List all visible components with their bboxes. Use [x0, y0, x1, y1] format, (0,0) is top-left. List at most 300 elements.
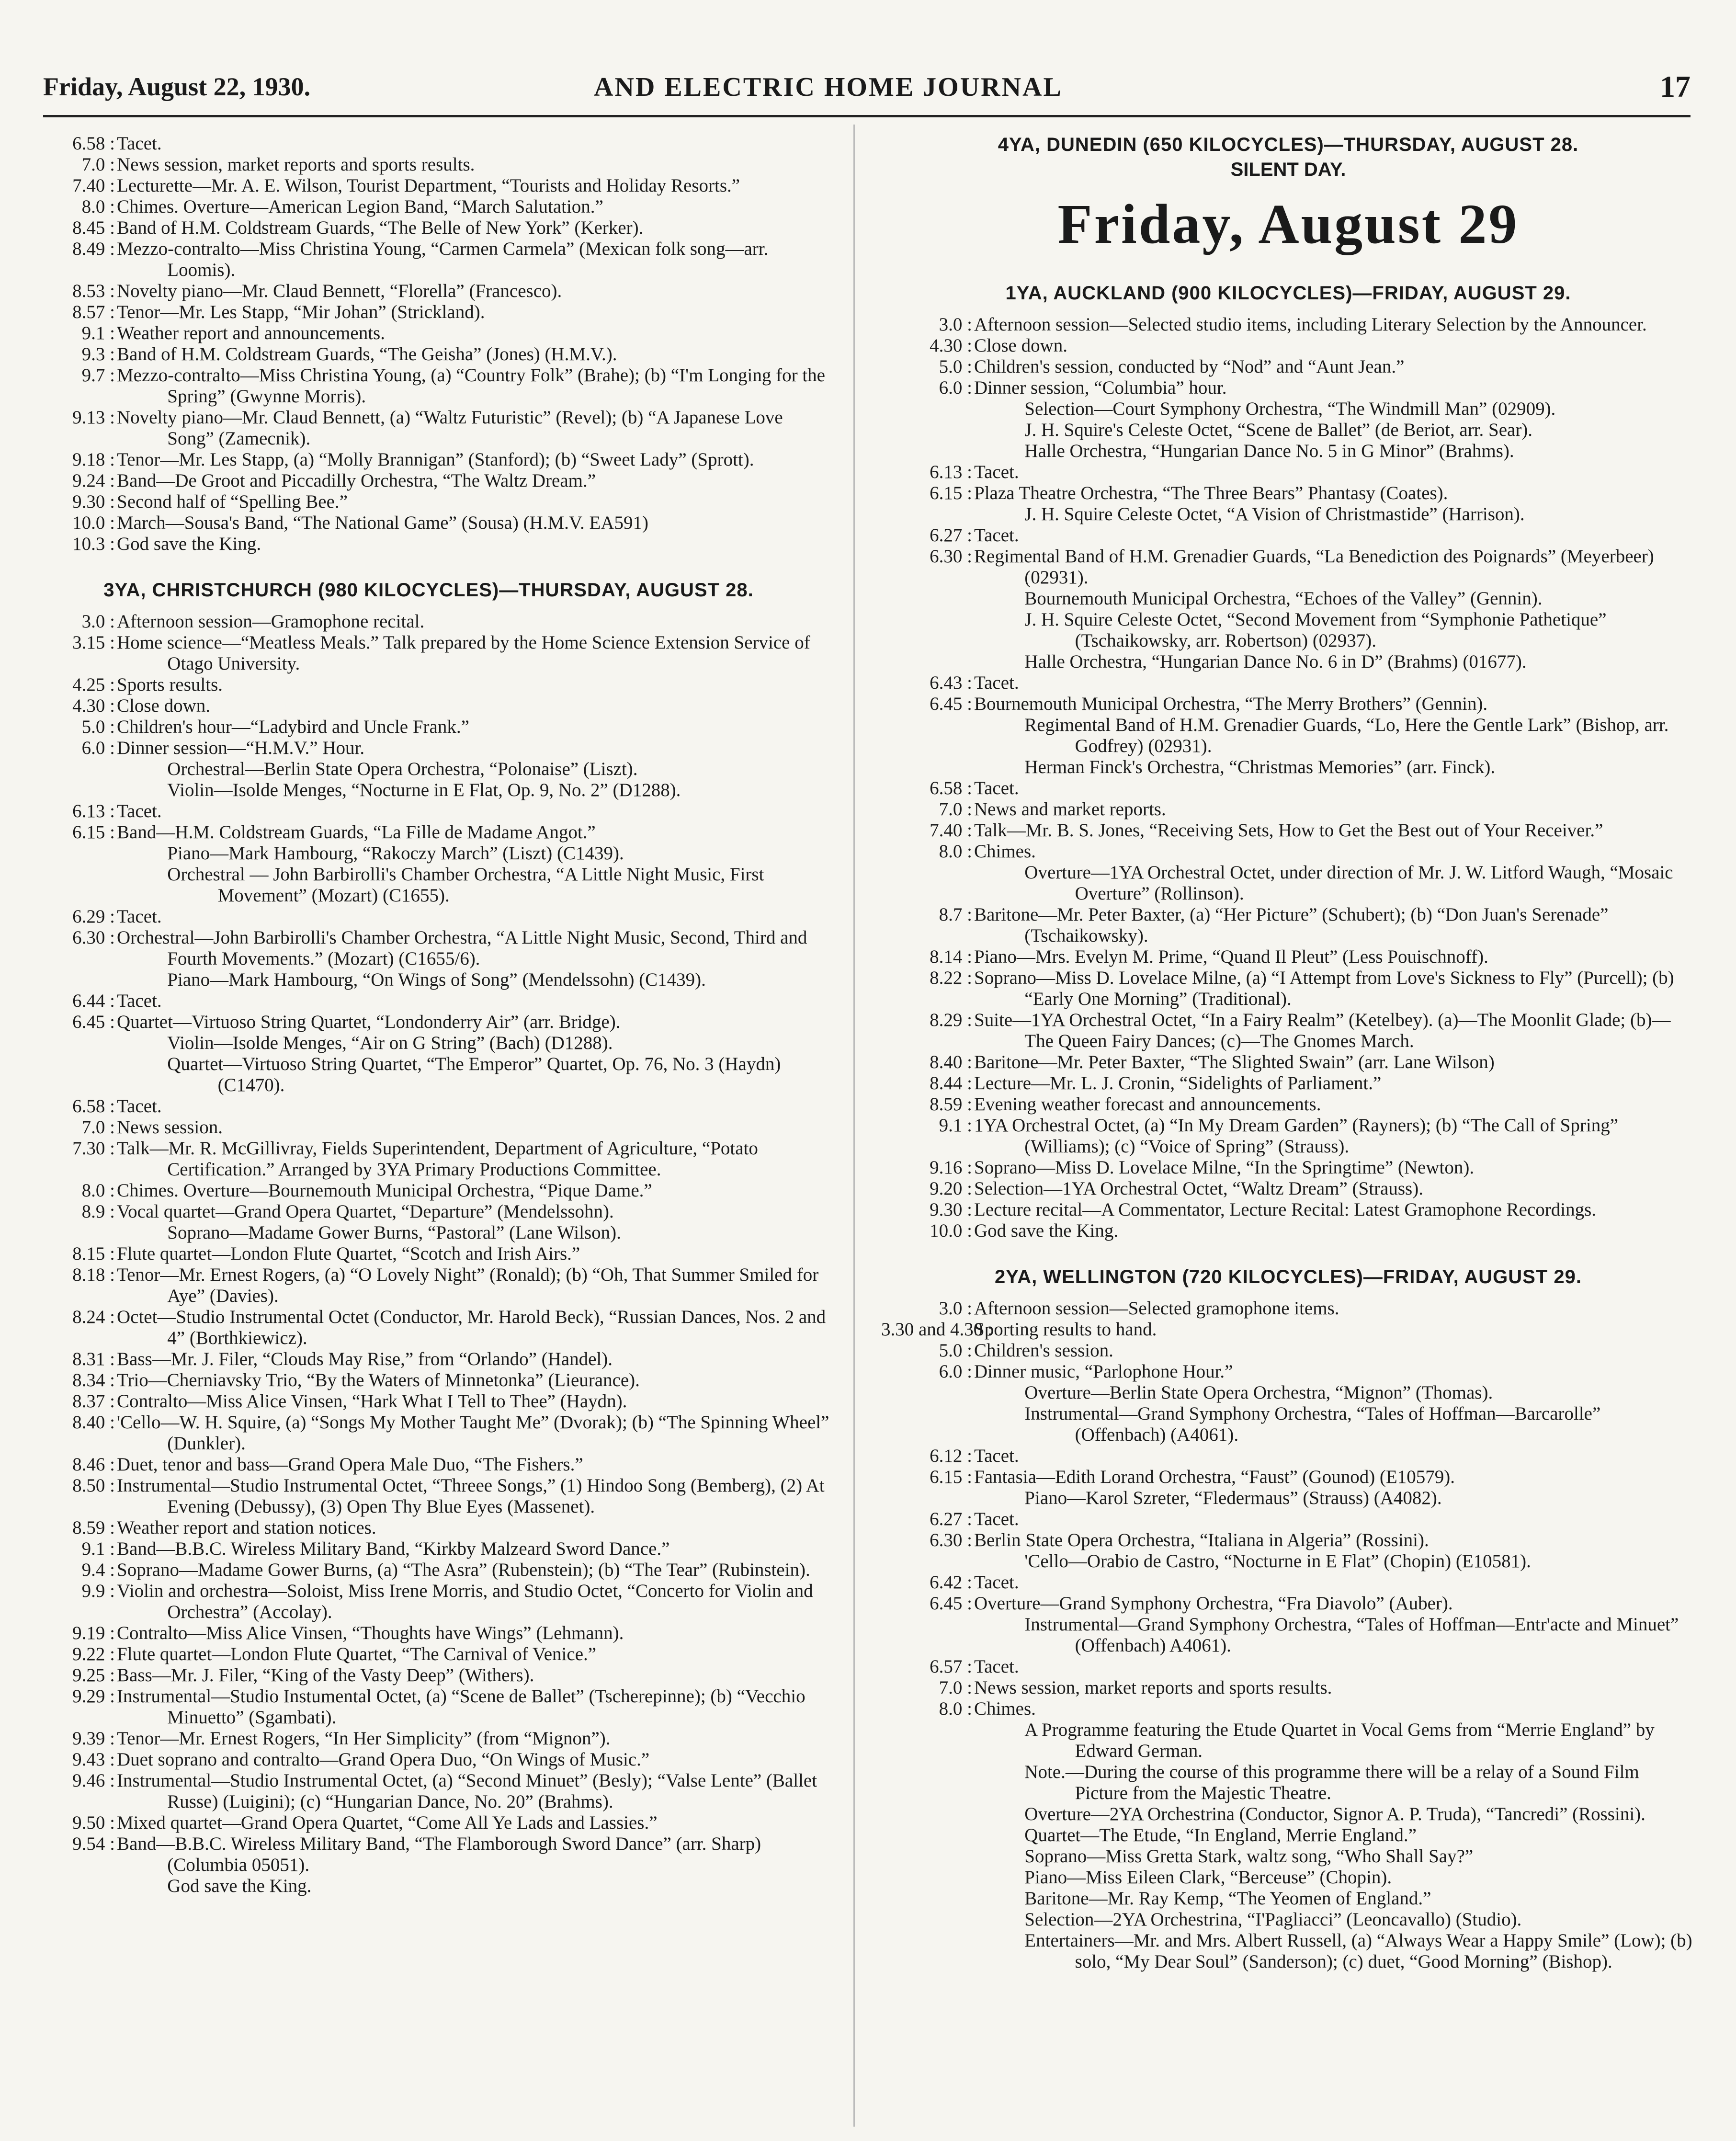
- entry-text: Tacet.: [974, 525, 1019, 546]
- schedule-entry: [881, 651, 1695, 672]
- schedule-entry: [24, 1454, 833, 1475]
- entry-text: Afternoon session—Gramophone recital.: [117, 611, 425, 632]
- entry-time: 6.12 :: [930, 1446, 972, 1466]
- entry-time: 6.15 :: [930, 1467, 972, 1487]
- entry-time: 9.19 :: [72, 1623, 115, 1643]
- entry-time: [24, 1033, 117, 1054]
- entry-time: 3.0 :: [81, 611, 115, 632]
- entry-text: Band of H.M. Coldstream Guards, “The Belle of New York” (Kerker).: [117, 217, 644, 238]
- schedule-entry: [881, 609, 1695, 651]
- entry-text: Band—B.B.C. Wireless Military Band, “Kirkby Malzeard Sword Dance.”: [117, 1538, 670, 1559]
- entry-text: Octet—Studio Instrumental Octet (Conductor, Mr. Harold Beck), “Russian Dances, Nos. 2 and 4” (Borthkiewicz).: [117, 1307, 826, 1348]
- entry-text: News session, market reports and sports results.: [117, 154, 475, 175]
- entry-time: 7.0 :: [939, 1677, 972, 1698]
- entry-text: Quartet—The Etude, “In England, Merrie England.”: [1024, 1825, 1417, 1845]
- entry-text: Tacet.: [974, 462, 1019, 482]
- schedule-entry: [881, 778, 1695, 799]
- entry-time: 8.18 :: [72, 1264, 115, 1285]
- entry-time: 3.30 and 4.30 :: [881, 1319, 993, 1340]
- entry-text: Talk—Mr. B. S. Jones, “Receiving Sets, How to Get the Best out of Your Receiver.”: [974, 820, 1603, 841]
- entry-text: Children's session, conducted by “Nod” and “Aunt Jean.”: [974, 356, 1405, 377]
- schedule-entry: [24, 991, 833, 1012]
- entry-time: [881, 1614, 974, 1656]
- entry-text: Mixed quartet—Grand Opera Quartet, “Come All Ye Lads and Lassies.”: [117, 1812, 658, 1833]
- schedule-entry: [881, 1115, 1695, 1157]
- entry-text: Overture—Grand Symphony Orchestra, “Fra Diavolo” (Auber).: [974, 1593, 1453, 1614]
- schedule-entry: [881, 1157, 1695, 1178]
- entry-time: 6.30 :: [930, 546, 972, 567]
- entry-text: Chimes. Overture—Bournemouth Municipal Orchestra, “Pique Dame.”: [117, 1180, 652, 1201]
- section-subtitle: SILENT DAY.: [1230, 159, 1346, 180]
- entry-time: [881, 1720, 974, 1762]
- entry-text: News session.: [117, 1117, 223, 1138]
- entry-text: Piano—Mark Hambourg, “Rakoczy March” (Liszt) (C1439).: [167, 843, 624, 864]
- entry-text: Talk—Mr. R. McGillivray, Fields Superintendent, Department of Agriculture, “Potato Certification.” Arranged by 3YA Primary Productions Committee.: [117, 1138, 758, 1180]
- schedule-entry: [881, 1509, 1695, 1530]
- entry-time: 8.53 :: [72, 281, 115, 301]
- schedule-entry: [24, 1096, 833, 1117]
- schedule-entry: [881, 1551, 1695, 1572]
- entry-time: 10.0 :: [930, 1220, 972, 1241]
- entry-text: Orchestral—John Barbirolli's Chamber Orchestra, “A Little Night Music, Second, Third and Fourth Movements.” (Mozart) (C1655/6).: [117, 927, 807, 969]
- entry-time: 9.3 :: [81, 344, 115, 364]
- schedule-entry: [881, 314, 1695, 335]
- entry-time: 9.25 :: [72, 1665, 115, 1685]
- entry-time: 6.15 :: [72, 822, 115, 843]
- header-title: AND ELECTRIC HOME JOURNAL: [594, 72, 1063, 102]
- schedule-entry: [881, 1698, 1695, 1720]
- schedule-entry: [24, 1749, 833, 1770]
- schedule-entry: [24, 611, 833, 632]
- entry-text: Second half of “Spelling Bee.”: [117, 491, 348, 512]
- schedule-entry: [24, 843, 833, 864]
- schedule-entry: [24, 864, 833, 906]
- entry-text: Duet soprano and contralto—Grand Opera Duo, “On Wings of Music.”: [117, 1749, 650, 1770]
- entry-text: J. H. Squire Celeste Octet, “A Vision of Christmastide” (Harrison).: [1024, 504, 1525, 524]
- section-4ya-dunedin: [881, 133, 1695, 181]
- entry-time: 9.46 :: [72, 1770, 115, 1791]
- entry-text: Sports results.: [117, 674, 223, 695]
- schedule-entry: [24, 906, 833, 927]
- entry-time: 8.34 :: [72, 1370, 115, 1390]
- schedule-entry: [881, 1446, 1695, 1467]
- schedule-entry: [24, 1581, 833, 1623]
- schedule-entry: [881, 1677, 1695, 1698]
- schedule-entry: [881, 1340, 1695, 1361]
- schedule-entry: [881, 968, 1695, 1010]
- entry-time: 6.0 :: [939, 377, 972, 398]
- entry-text: Weather report and announcements.: [117, 323, 385, 343]
- column-divider: [853, 125, 855, 2127]
- entry-time: 8.15 :: [72, 1243, 115, 1264]
- entry-text: Bournemouth Municipal Orchestra, “Echoes of the Valley” (Gennin).: [1024, 588, 1543, 609]
- schedule-entry: [24, 196, 833, 217]
- entry-text: God save the King.: [974, 1220, 1119, 1241]
- entry-text: Contralto—Miss Alice Vinsen, “Hark What I Tell to Thee” (Haydn).: [117, 1391, 627, 1412]
- entry-time: 9.13 :: [72, 407, 115, 428]
- schedule-entry: [881, 694, 1695, 715]
- entry-text: News session, market reports and sports results.: [974, 1677, 1332, 1698]
- schedule-entry: [881, 420, 1695, 441]
- entry-text: Dinner music, “Parlophone Hour.”: [974, 1361, 1233, 1382]
- page-header: [43, 69, 1691, 117]
- entry-time: [881, 1382, 974, 1403]
- schedule-entry: [24, 1728, 833, 1749]
- entry-time: [881, 1488, 974, 1509]
- day-heading: Friday, August 29: [1057, 193, 1519, 255]
- entry-text: Tacet.: [974, 672, 1019, 693]
- entry-text: J. H. Squire's Celeste Octet, “Scene de Ballet” (de Beriot, arr. Sear).: [1024, 420, 1533, 440]
- entry-text: Regimental Band of H.M. Grenadier Guards, “La Benediction des Poignards” (Meyerbeer) (02931).: [974, 546, 1654, 588]
- entry-text: Dinner session, “Columbia” hour.: [974, 377, 1227, 398]
- entry-time: [881, 504, 974, 525]
- entry-text: Contralto—Miss Alice Vinsen, “Thoughts have Wings” (Lehmann).: [117, 1623, 624, 1643]
- entry-text: Soprano—Madame Gower Burns, (a) “The Asra” (Rubenstein); (b) “The Tear” (Rubinstein).: [117, 1560, 810, 1580]
- schedule-entry: [24, 1138, 833, 1180]
- schedule-entry: [24, 822, 833, 843]
- entry-time: [881, 399, 974, 420]
- right-column: [881, 133, 1695, 2122]
- schedule-entry: [24, 1201, 833, 1222]
- schedule-entry: [24, 344, 833, 365]
- entry-text: Quartet—Virtuoso String Quartet, “Londonderry Air” (arr. Bridge).: [117, 1012, 621, 1032]
- entry-time: [881, 715, 974, 757]
- schedule-entry: [24, 780, 833, 801]
- section-title: 3YA, CHRISTCHURCH (980 KILOCYCLES)—THURSDAY, AUGUST 28.: [103, 580, 754, 601]
- entry-time: [881, 420, 974, 441]
- entry-time: 9.29 :: [72, 1686, 115, 1707]
- entry-text: Piano—Miss Eileen Clark, “Berceuse” (Chopin).: [1024, 1867, 1392, 1888]
- entry-text: 1YA Orchestral Octet, (a) “In My Dream Garden” (Rayners); (b) “The Call of Spring” (Williams); (c) “Voice of Spring” (Strauss).: [974, 1115, 1619, 1157]
- entry-time: 3.0 :: [939, 314, 972, 335]
- schedule-entry: [881, 504, 1695, 525]
- entry-time: 9.16 :: [930, 1157, 972, 1178]
- entry-text: Quartet—Virtuoso String Quartet, “The Emperor” Quartet, Op. 76, No. 3 (Haydn) (C1470).: [167, 1054, 781, 1095]
- entry-time: 8.0 :: [81, 1180, 115, 1201]
- schedule-entry: [881, 1488, 1695, 1509]
- entry-time: 7.30 :: [72, 1138, 115, 1159]
- schedule-entry: [24, 154, 833, 175]
- entry-text: J. H. Squire Celeste Octet, “Second Movement from “Symphonie Pathetique” (Tschaikowsky, arr. Robertson) (02937).: [1024, 609, 1607, 651]
- schedule-entry: [24, 1117, 833, 1138]
- entry-time: [24, 969, 117, 991]
- schedule-entry: [881, 441, 1695, 462]
- entry-time: [881, 1909, 974, 1930]
- schedule-entry: [24, 1834, 833, 1876]
- entry-text: Halle Orchestra, “Hungarian Dance No. 5 in G Minor” (Brahms).: [1024, 441, 1514, 461]
- entry-time: 8.45 :: [72, 217, 115, 238]
- entry-time: [881, 1403, 974, 1446]
- entry-time: 4.25 :: [72, 674, 115, 695]
- header-date: Friday, August 22, 1930.: [43, 72, 311, 101]
- schedule-entry: [24, 927, 833, 969]
- entry-time: 6.0 :: [939, 1361, 972, 1382]
- entry-time: 8.46 :: [72, 1454, 115, 1475]
- schedule-entry: [881, 1052, 1695, 1073]
- entry-text: Baritone—Mr. Peter Baxter, (a) “Her Picture” (Schubert); (b) “Don Juan's Serenade” (Tschaikowsky).: [974, 904, 1609, 946]
- entry-text: Bournemouth Municipal Orchestra, “The Merry Brothers” (Gennin).: [974, 694, 1488, 714]
- entry-text: Regimental Band of H.M. Grenadier Guards, “Lo, Here the Gentle Lark” (Bishop, arr. Godfrey) (02931).: [1024, 715, 1669, 756]
- section-title: 2YA, WELLINGTON (720 KILOCYCLES)—FRIDAY, AUGUST 29.: [994, 1266, 1582, 1287]
- schedule-entry: [24, 1538, 833, 1560]
- schedule-entry: [881, 1220, 1695, 1241]
- schedule-entry: [24, 491, 833, 512]
- schedule-entry: [24, 1054, 833, 1096]
- schedule-entry: [24, 1560, 833, 1581]
- schedule-entry: [881, 715, 1695, 757]
- entry-time: 8.57 :: [72, 302, 115, 322]
- entry-time: 9.30 :: [72, 491, 115, 512]
- entry-time: [24, 780, 117, 801]
- schedule-entry: [24, 1623, 833, 1644]
- entry-time: 3.15 :: [72, 632, 115, 653]
- schedule-entry: [881, 1614, 1695, 1656]
- schedule-entry: [24, 365, 833, 407]
- entry-time: 9.9 :: [81, 1581, 115, 1601]
- entry-time: [881, 1762, 974, 1804]
- entry-time: 8.59 :: [930, 1094, 972, 1115]
- entry-text: Baritone—Mr. Ray Kemp, “The Yeomen of England.”: [1024, 1888, 1431, 1909]
- entry-time: 6.45 :: [72, 1012, 115, 1032]
- schedule-entry: [24, 470, 833, 491]
- schedule-section: [881, 1265, 1695, 1972]
- schedule-entry: [881, 1199, 1695, 1220]
- schedule-entry: [24, 239, 833, 281]
- schedule-section: [24, 579, 833, 1897]
- entry-time: 8.50 :: [72, 1475, 115, 1496]
- entry-time: [881, 862, 974, 904]
- entry-text: Tenor—Mr. Ernest Rogers, (a) “O Lovely Night” (Ronald); (b) “Oh, That Summer Smiled for Aye” (Davies).: [117, 1264, 819, 1306]
- schedule-entry: [881, 946, 1695, 968]
- entry-time: 5.0 :: [939, 356, 972, 377]
- entry-time: 6.13 :: [72, 801, 115, 821]
- schedule-entry: [881, 1909, 1695, 1930]
- schedule-entry: [24, 407, 833, 449]
- schedule-entry: [24, 1665, 833, 1686]
- schedule-entry: [24, 1180, 833, 1201]
- entry-time: 9.43 :: [72, 1749, 115, 1770]
- schedule-entry: [24, 281, 833, 302]
- schedule-entry: [24, 534, 833, 555]
- entry-text: Tenor—Mr. Les Stapp, (a) “Molly Brannigan” (Stanford); (b) “Sweet Lady” (Sprott).: [117, 449, 754, 470]
- entry-text: Tacet.: [117, 801, 162, 821]
- right-sections: [881, 282, 1695, 1972]
- entry-text: Orchestral—Berlin State Opera Orchestra, “Polonaise” (Liszt).: [167, 759, 638, 779]
- entry-time: 6.57 :: [930, 1656, 972, 1677]
- entry-text: Tacet.: [117, 991, 162, 1011]
- entry-time: 9.1 :: [81, 1538, 115, 1559]
- entry-time: 6.29 :: [72, 906, 115, 927]
- entry-text: Lecture—Mr. L. J. Cronin, “Sidelights of Parliament.”: [974, 1073, 1382, 1093]
- entry-text: Instrumental—Studio Instrumental Octet, (a) “Second Minuet” (Besly); “Valse Lente” (Ballet Russe) (Luigini); (c) “Hungarian Dance, No. 20” (Brahms).: [117, 1770, 817, 1812]
- entry-time: 10.0 :: [72, 512, 115, 533]
- entry-text: Flute quartet—London Flute Quartet, “The Carnival of Venice.”: [117, 1644, 597, 1664]
- entry-text: Novelty piano—Mr. Claud Bennett, “Florella” (Francesco).: [117, 281, 562, 301]
- entry-time: 9.1 :: [939, 1115, 972, 1136]
- schedule-entry: [24, 1517, 833, 1538]
- schedule-entry: [881, 904, 1695, 946]
- entry-time: 6.43 :: [930, 672, 972, 693]
- entry-time: 9.1 :: [81, 323, 115, 343]
- entry-text: News and market reports.: [974, 799, 1166, 820]
- schedule-entry: [24, 175, 833, 196]
- entry-text: Weather report and station notices.: [117, 1517, 376, 1538]
- entry-time: 6.13 :: [930, 462, 972, 482]
- entry-text: Tacet.: [117, 1096, 162, 1116]
- entry-time: [24, 1876, 117, 1897]
- entry-text: Piano—Mark Hambourg, “On Wings of Song” (Mendelssohn) (C1439).: [167, 969, 706, 990]
- entry-time: 4.30 :: [930, 335, 972, 356]
- entry-text: Entertainers—Mr. and Mrs. Albert Russell, (a) “Always Wear a Happy Smile” (Low); (b) solo, “My Dear Soul” (Sanderson); (c) duet, “Good Morning” (Bishop).: [1024, 1930, 1692, 1972]
- entry-time: 8.29 :: [930, 1010, 972, 1030]
- entry-time: [881, 609, 974, 651]
- schedule-entry: [881, 862, 1695, 904]
- schedule-entry: [881, 1467, 1695, 1488]
- entry-text: Mezzo-contralto—Miss Christina Young, (a) “Country Folk” (Brahe); (b) “I'm Longing for the Spring” (Gwynne Morris).: [117, 365, 825, 407]
- schedule-entry: [881, 1762, 1695, 1804]
- entry-time: 7.40 :: [72, 175, 115, 196]
- entry-time: 6.58 :: [72, 133, 115, 154]
- entry-text: Instrumental—Studio Instrumental Octet, “Threee Songs,” (1) Hindoo Song (Bemberg), (2) At Evening (Debussy), (3) Open Thy Blue Eyes (Massenet).: [117, 1475, 825, 1517]
- schedule-entry: [24, 1349, 833, 1370]
- entry-text: Chimes.: [974, 841, 1036, 862]
- entry-text: Soprano—Miss Gretta Stark, waltz song, “Who Shall Say?”: [1024, 1846, 1474, 1867]
- entry-time: 6.0 :: [81, 738, 115, 758]
- entry-time: 8.49 :: [72, 239, 115, 259]
- entry-text: Violin—Isolde Menges, “Air on G String” (Bach) (D1288).: [167, 1033, 613, 1053]
- entry-text: Piano—Karol Szreter, “Fledermaus” (Strauss) (A4082).: [1024, 1488, 1442, 1508]
- entry-text: Flute quartet—London Flute Quartet, “Scotch and Irish Airs.”: [117, 1243, 580, 1264]
- entry-text: Children's session.: [974, 1340, 1113, 1361]
- entry-text: Tacet.: [974, 1656, 1019, 1677]
- schedule-section: [24, 133, 833, 555]
- entry-text: Afternoon session—Selected studio items, including Literary Selection by the Announcer.: [974, 314, 1647, 335]
- entry-time: 5.0 :: [81, 717, 115, 737]
- schedule-entry: [881, 377, 1695, 399]
- entry-time: 7.0 :: [81, 154, 115, 175]
- entry-time: [881, 757, 974, 778]
- left-column: [24, 133, 833, 2122]
- entry-text: Overture—Berlin State Opera Orchestra, “Mignon” (Thomas).: [1024, 1382, 1493, 1403]
- schedule-entry: [24, 1012, 833, 1033]
- entry-time: 8.40 :: [72, 1412, 115, 1433]
- entry-time: 8.44 :: [930, 1073, 972, 1093]
- entry-text: Note.—During the course of this programme there will be a relay of a Sound Film Picture from the Majestic Theatre.: [1024, 1762, 1639, 1803]
- schedule-entry: [881, 483, 1695, 504]
- schedule-entry: [24, 1812, 833, 1834]
- schedule-entry: [881, 1867, 1695, 1888]
- schedule-entry: [24, 512, 833, 534]
- schedule-entry: [881, 1382, 1695, 1403]
- entry-time: [24, 843, 117, 864]
- entry-time: 7.40 :: [930, 820, 972, 841]
- schedule-entry: [881, 799, 1695, 820]
- schedule-entry: [24, 1686, 833, 1728]
- entry-text: Tacet.: [117, 133, 162, 154]
- entry-text: Berlin State Opera Orchestra, “Italiana in Algeria” (Rossini).: [974, 1530, 1429, 1550]
- schedule-section: [881, 282, 1695, 1241]
- schedule-entry: [881, 1888, 1695, 1909]
- entry-time: 8.24 :: [72, 1307, 115, 1327]
- entry-time: [24, 759, 117, 780]
- entry-text: Overture—1YA Orchestral Octet, under direction of Mr. J. W. Litford Waugh, “Mosaic Overture” (Rollinson).: [1024, 862, 1673, 904]
- entry-text: Selection—2YA Orchestrina, “I'Pagliacci” (Leoncavallo) (Studio).: [1024, 1909, 1522, 1930]
- entry-text: Sporting results to hand.: [974, 1319, 1157, 1340]
- entry-text: Band of H.M. Coldstream Guards, “The Geisha” (Jones) (H.M.V.).: [117, 344, 617, 364]
- schedule-entry: [24, 717, 833, 738]
- entry-text: Tacet.: [974, 778, 1019, 798]
- page-number: 17: [1660, 69, 1691, 103]
- schedule-entry: [24, 695, 833, 717]
- schedule-entry: [24, 323, 833, 344]
- schedule-entry: [881, 1656, 1695, 1677]
- entry-time: 4.30 :: [72, 695, 115, 716]
- schedule-entry: [24, 1243, 833, 1264]
- schedule-entry: [881, 1930, 1695, 1972]
- schedule-entry: [881, 672, 1695, 694]
- entry-time: 8.14 :: [930, 946, 972, 967]
- schedule-entry: [24, 133, 833, 154]
- entry-time: 8.22 :: [930, 968, 972, 988]
- entry-text: Tenor—Mr. Les Stapp, “Mir Johan” (Strickland).: [117, 302, 485, 322]
- entry-time: 9.18 :: [72, 449, 115, 470]
- entry-time: 8.40 :: [930, 1052, 972, 1072]
- schedule-entry: [24, 217, 833, 239]
- entry-time: [881, 651, 974, 672]
- entry-time: 8.37 :: [72, 1391, 115, 1412]
- schedule-entry: [24, 1644, 833, 1665]
- entry-time: 9.24 :: [72, 470, 115, 491]
- entry-time: [881, 1867, 974, 1888]
- entry-text: Soprano—Madame Gower Burns, “Pastoral” (Lane Wilson).: [167, 1222, 621, 1243]
- schedule-entry: [881, 1073, 1695, 1094]
- entry-time: 9.22 :: [72, 1644, 115, 1664]
- schedule-entry: [24, 1391, 833, 1412]
- entry-time: 9.20 :: [930, 1178, 972, 1199]
- entry-time: 6.58 :: [72, 1096, 115, 1116]
- entry-time: 6.45 :: [930, 1593, 972, 1614]
- schedule-entry: [24, 1033, 833, 1054]
- entry-time: 8.31 :: [72, 1349, 115, 1369]
- entry-time: 8.0 :: [939, 841, 972, 862]
- entry-time: 6.30 :: [930, 1530, 972, 1550]
- entry-text: Tacet.: [974, 1446, 1019, 1466]
- entry-text: Soprano—Miss D. Lovelace Milne, “In the Springtime” (Newton).: [974, 1157, 1475, 1178]
- schedule-entry: [881, 462, 1695, 483]
- entry-time: 9.50 :: [72, 1812, 115, 1833]
- entry-text: A Programme featuring the Etude Quartet in Vocal Gems from “Merrie England” by Edward German.: [1024, 1720, 1655, 1761]
- entry-text: Overture—2YA Orchestrina (Conductor, Signor A. P. Truda), “Tancredi” (Rossini).: [1024, 1804, 1645, 1824]
- entry-text: Piano—Mrs. Evelyn M. Prime, “Quand Il Pleut” (Less Pouischnoff).: [974, 946, 1488, 967]
- entry-text: Lecture recital—A Commentator, Lecture Recital: Latest Gramophone Recordings.: [974, 1199, 1597, 1220]
- entry-text: 'Cello—Orabio de Castro, “Nocturne in E Flat” (Chopin) (E10581).: [1024, 1551, 1531, 1572]
- schedule-entry: [881, 1403, 1695, 1446]
- entry-text: Novelty piano—Mr. Claud Bennett, (a) “Waltz Futuristic” (Revel); (b) “A Japanese Love Song” (Zamecnik).: [117, 407, 783, 449]
- entry-text: Close down.: [974, 335, 1067, 356]
- entry-time: 8.9 :: [81, 1201, 115, 1222]
- entry-text: Suite—1YA Orchestral Octet, “In a Fairy Realm” (Ketelbey). (a)—The Moonlit Glade; (b)—The Queen Fairy Dances; (c)—The Gnomes March.: [974, 1010, 1671, 1051]
- entry-time: 9.4 :: [81, 1560, 115, 1580]
- schedule-entry: [881, 1530, 1695, 1551]
- schedule-entry: [881, 1178, 1695, 1199]
- entry-text: Orchestral — John Barbirolli's Chamber Orchestra, “A Little Night Music, First Movement” (Mozart) (C1655).: [167, 864, 764, 906]
- schedule-entry: [881, 588, 1695, 609]
- entry-time: [881, 1825, 974, 1846]
- entry-text: Vocal quartet—Grand Opera Quartet, “Departure” (Mendelssohn).: [117, 1201, 614, 1222]
- entry-text: Halle Orchestra, “Hungarian Dance No. 6 in D” (Brahms) (01677).: [1024, 651, 1527, 672]
- entry-time: 3.0 :: [939, 1298, 972, 1319]
- entry-text: Home science—“Meatless Meals.” Talk prepared by the Home Science Extension Service of Otago University.: [117, 632, 810, 674]
